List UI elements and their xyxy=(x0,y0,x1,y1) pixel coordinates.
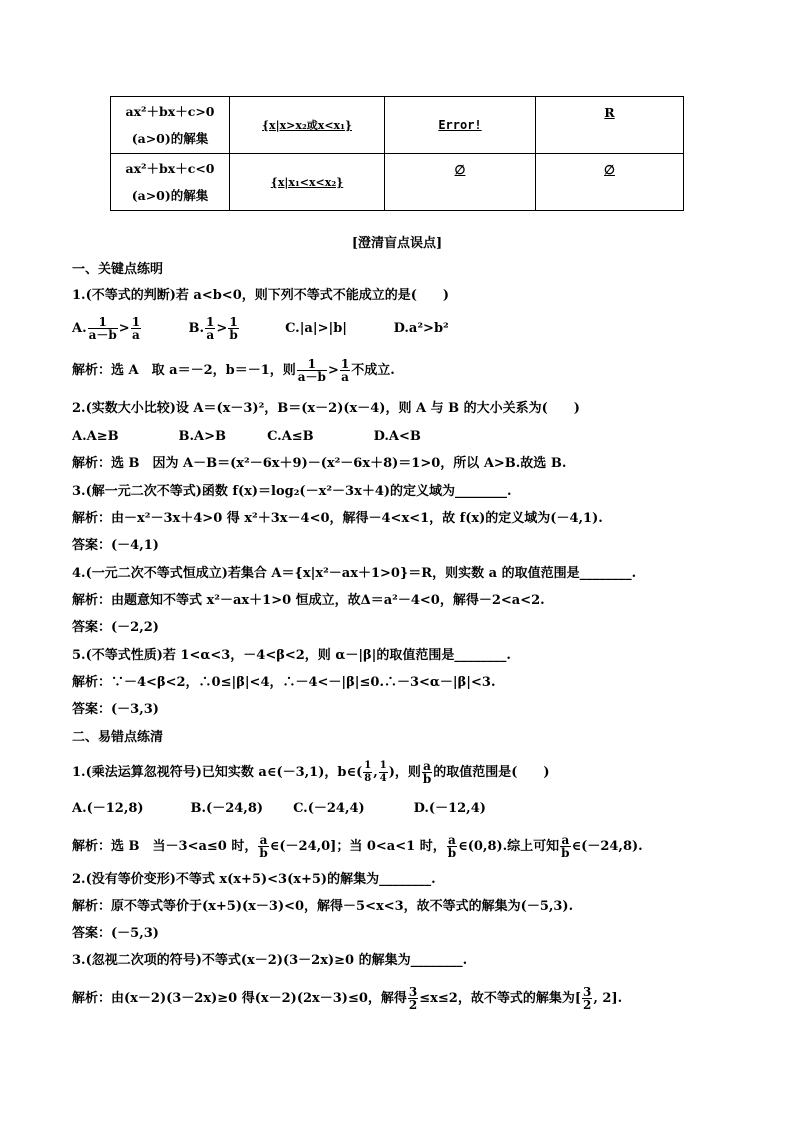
solution-line xyxy=(72,455,566,473)
answer-label: 答案： xyxy=(72,926,112,941)
solution-line xyxy=(72,986,622,1011)
denominator: a xyxy=(206,328,215,342)
solution-text: 选 A 取 a＝－2，b＝－1，则 xyxy=(111,363,296,378)
section-title: [澄清盲点误点] xyxy=(351,236,443,251)
denominator: b xyxy=(447,846,457,860)
option-d: D.(－12,4) xyxy=(413,801,486,816)
denominator: b xyxy=(561,846,570,860)
option-d: D.a²>b² xyxy=(393,321,449,336)
stem-text: )，则 xyxy=(388,765,421,780)
option-label: B. xyxy=(188,321,205,336)
option-b: B.A>B xyxy=(178,429,227,444)
fraction xyxy=(258,834,268,859)
option-c: C.(－24,4) xyxy=(293,801,365,816)
solution-set-text: {x|x>x₂或x<x₁} xyxy=(261,119,352,132)
option-a xyxy=(72,316,184,341)
numerator: 1 xyxy=(131,315,141,329)
denominator: b xyxy=(422,772,432,786)
denominator: b xyxy=(229,328,238,342)
solution-label: 解析： xyxy=(72,593,112,608)
answer-label: 答案： xyxy=(72,620,112,635)
solution-line xyxy=(72,898,573,916)
solution-line xyxy=(72,674,495,692)
option-c: C.A≤B xyxy=(267,429,314,444)
table-cell-label xyxy=(111,97,230,154)
option-label: A. xyxy=(72,321,87,336)
denominator: a－b xyxy=(88,328,117,342)
fraction xyxy=(340,358,350,383)
answer-text: (－3,3) xyxy=(111,702,159,717)
stem-text: 1.(乘法运算忽视符号)已知实数 a∈(－3,1)，b∈( xyxy=(72,765,363,780)
solution-label: 解析： xyxy=(72,839,112,854)
answer-line xyxy=(72,537,159,555)
stem-text: 的取值范围是( ) xyxy=(433,765,550,780)
question-stem: 2.(实数大小比较)设 A＝(x－3)²，B＝(x－2)(x－4)，则 A 与 B 的大小关系为( ) xyxy=(72,401,580,416)
fraction xyxy=(560,834,570,859)
solution-label: 解析： xyxy=(72,899,112,914)
table-cell xyxy=(536,97,684,154)
answer-label: 答案： xyxy=(72,702,112,717)
denominator: 2 xyxy=(408,998,418,1012)
answer-line xyxy=(72,925,159,943)
relation: > xyxy=(216,321,228,336)
option-c: C.|a|>|b| xyxy=(285,321,348,336)
answer-text: (－5,3) xyxy=(111,926,159,941)
numerator: 1 xyxy=(229,315,238,329)
answer-label: 答案： xyxy=(72,538,112,553)
question-stem: 4.(一元二次不等式恒成立)若集合 A＝{x|x²－ax＋1>0}＝R，则实数 a 的取值范围是________. xyxy=(72,566,637,581)
numerator: 1 xyxy=(364,760,372,771)
part1-heading: 一、关键点练明 xyxy=(72,262,164,277)
solution-label: 解析： xyxy=(72,511,112,526)
numerator: 3 xyxy=(583,985,592,999)
denominator: b xyxy=(259,846,268,860)
solution-text: ∈(－24,0]；当 0<a<1 时， xyxy=(269,839,446,854)
inequality-expression: ax²＋bx＋c<0 xyxy=(125,161,215,176)
question-stem: 3.(忽视二次项的符号)不等式(x－2)(3－2x)≥0 的解集为________. xyxy=(72,953,468,968)
denominator: a xyxy=(341,370,349,384)
table-cell-label xyxy=(111,154,230,211)
comma: , xyxy=(373,765,378,780)
relation: > xyxy=(327,363,339,378)
fraction xyxy=(422,760,432,785)
solution-text: ≤x≤2，故不等式的解集为[ xyxy=(419,991,581,1006)
solution-text: ∵－4<β<2，∴0≤|β|<4，∴－4<－|β|≤0.∴－3<α－|β|<3. xyxy=(111,675,496,690)
numerator: 1 xyxy=(379,760,387,771)
solution-text: 选 B 当－3<a≤0 时， xyxy=(111,839,258,854)
solution-text: ∈(0,8).综上可知 xyxy=(458,839,560,854)
question-stem xyxy=(72,760,550,785)
solution-line xyxy=(72,834,643,859)
question-stem: 5.(不等式性质)若 1<α<3，－4<β<2，则 α－|β|的取值范围是________. xyxy=(72,648,511,663)
fraction xyxy=(408,986,418,1011)
solution-label: 解析： xyxy=(72,456,112,471)
question-stem: 3.(解一元二次不等式)函数 f(x)＝log₂(－x²－3x＋4)的定义域为________. xyxy=(72,484,512,499)
table-cell xyxy=(536,154,684,211)
empty-set-text: ∅ xyxy=(454,162,466,177)
fraction xyxy=(88,316,118,341)
answer-text: (－2,2) xyxy=(111,620,159,635)
table-cell xyxy=(385,154,536,211)
answer-line xyxy=(72,701,159,719)
denominator: 8 xyxy=(364,773,372,784)
inequality-condition: (a>0)的解集 xyxy=(131,188,209,203)
denominator: 2 xyxy=(583,998,592,1012)
numerator: 1 xyxy=(98,315,107,329)
denominator: a－b xyxy=(297,370,326,384)
solution-set-text: {x|x₁<x<x₂} xyxy=(270,176,344,189)
empty-set-text: ∅ xyxy=(604,162,615,177)
options-row xyxy=(72,316,449,341)
table-cell xyxy=(230,154,385,211)
table-cell xyxy=(230,97,385,154)
answer-line xyxy=(72,619,159,637)
option-a: A.A≥B xyxy=(72,429,119,444)
options-row xyxy=(72,428,421,446)
option-a: A.(－12,8) xyxy=(72,801,144,816)
option-b xyxy=(189,316,281,341)
option-d: D.A<B xyxy=(373,429,421,444)
numerator: a xyxy=(561,833,570,847)
options-row xyxy=(72,800,486,818)
fraction xyxy=(228,316,238,341)
solution-line xyxy=(72,592,545,610)
solution-line xyxy=(72,510,603,528)
table-row xyxy=(111,154,684,211)
denominator: 4 xyxy=(379,773,387,784)
error-text: Error! xyxy=(438,118,482,132)
solution-label: 解析： xyxy=(72,991,112,1006)
part2-heading: 二、易错点练清 xyxy=(72,730,164,745)
solution-label: 解析： xyxy=(72,363,112,378)
table-cell xyxy=(385,97,536,154)
numerator: a xyxy=(259,833,268,847)
solution-text: , 2]. xyxy=(593,991,623,1006)
relation: > xyxy=(118,321,130,336)
solution-text: 不成立. xyxy=(351,363,395,378)
denominator: a xyxy=(131,328,140,342)
numerator: a xyxy=(423,759,431,773)
fraction xyxy=(131,316,141,341)
fraction xyxy=(205,316,215,341)
solution-text: 由题意知不等式 x²－ax＋1>0 恒成立，故Δ＝a²－4<0，解得－2<a<2. xyxy=(111,593,545,608)
solution-set-table xyxy=(110,96,684,211)
solution-text: ∈(－24,8). xyxy=(571,839,643,854)
fraction xyxy=(297,358,327,383)
numerator: 1 xyxy=(206,315,215,329)
table-row xyxy=(111,97,684,154)
fraction xyxy=(582,986,592,1011)
numerator: a xyxy=(448,833,456,847)
numerator: 1 xyxy=(340,357,350,371)
numerator: 3 xyxy=(408,985,418,999)
solution-line xyxy=(72,358,395,383)
solution-label: 解析： xyxy=(72,675,112,690)
fraction xyxy=(447,834,457,859)
inequality-expression: ax²＋bx＋c>0 xyxy=(125,104,215,119)
fraction xyxy=(379,760,388,785)
solution-text: 由－x²－3x＋4>0 得 x²＋3x－4<0，解得－4<x<1，故 f(x)的定义域为(－4,1). xyxy=(111,511,603,526)
answer-text: (－4,1) xyxy=(111,538,159,553)
inequality-condition: (a>0)的解集 xyxy=(131,131,209,146)
option-b: B.(－24,8) xyxy=(190,801,264,816)
solution-text: 原不等式等价于(x+5)(x－3)<0，解得－5<x<3，故不等式的解集为(－5,3). xyxy=(111,899,574,914)
question-stem: 2.(没有等价变形)不等式 x(x+5)<3(x+5)的解集为________. xyxy=(72,872,436,887)
solution-text: 选 B 因为 A－B＝(x²－6x＋9)－(x²－6x＋8)＝1>0，所以 A>B.故选 B. xyxy=(111,456,567,471)
solution-text: 由(x－2)(3－2x)≥0 得(x－2)(2x－3)≤0，解得 xyxy=(111,991,407,1006)
solution-set-text: R xyxy=(604,105,615,120)
fraction xyxy=(363,760,372,785)
numerator: 1 xyxy=(307,357,317,371)
question-stem: 1.(不等式的判断)若 a<b<0，则下列不等式不能成立的是( ) xyxy=(72,288,450,303)
